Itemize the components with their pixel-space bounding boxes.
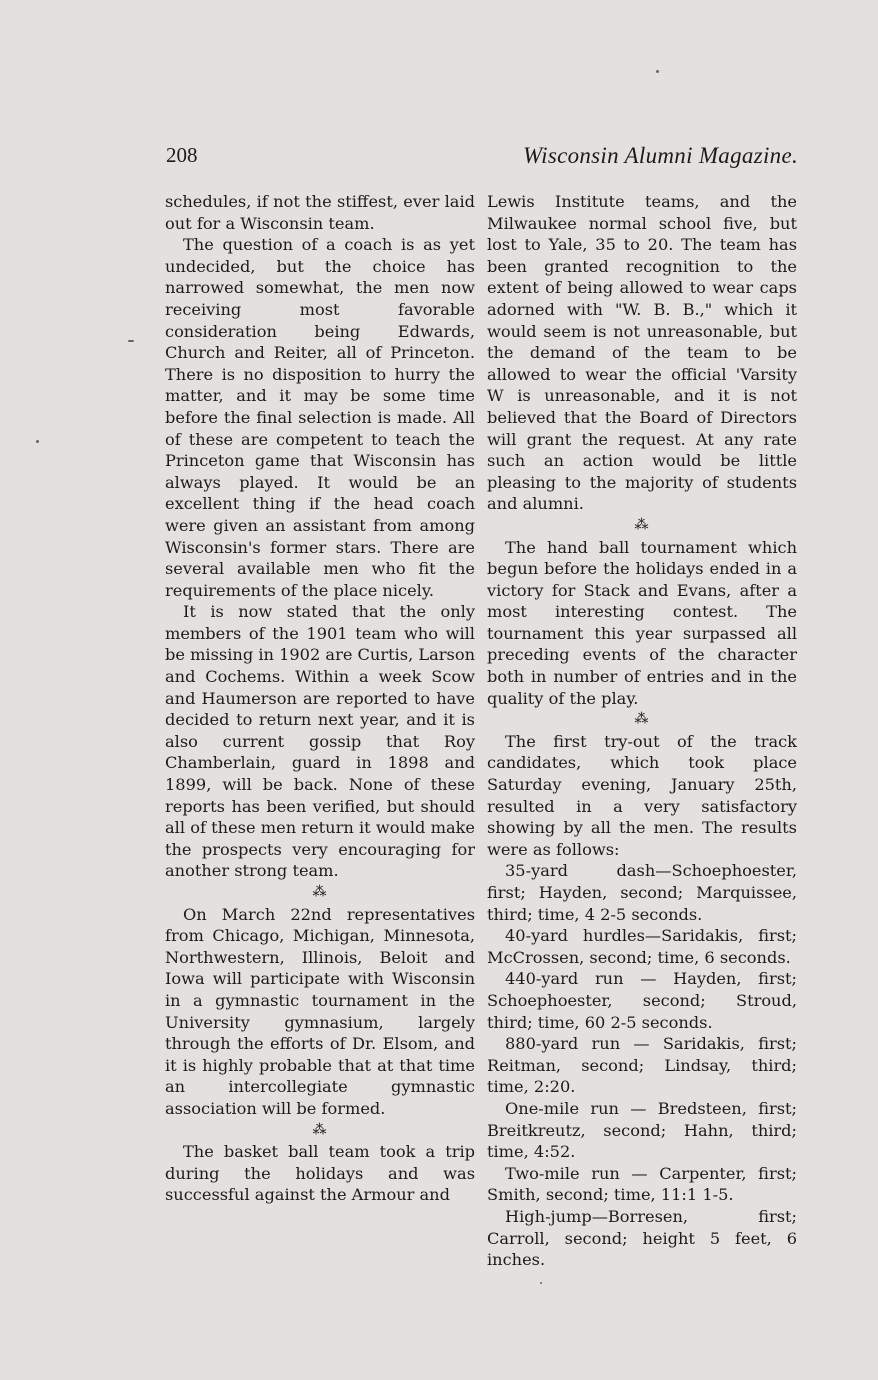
paragraph: It is now stated that the only members of the 1901 team who will be missing in 1902 are Curtis, Larson and Cochems. Within a week Scow and Haumerson are reported to have decided to return next year, and it is also current gossip that Roy Chamberlain, guard in 1898 and 1899, will be back. None of these reports has been verified, but should all of these men return it would make the prospects very encouraging for another strong team. <box>165 602 475 881</box>
paper-speck <box>36 440 39 443</box>
track-result: 40-yard hurdles—Saridakis, first; McCrossen, second; time, 6 seconds. <box>487 926 797 967</box>
paragraph: The first try-out of the track candidates, which took place Saturday evening, January 25th, resulted in a very satisfactory showing by all the men. The results were as follows: <box>487 731 797 859</box>
running-head: Wisconsin Alumni Magazine. <box>522 143 798 168</box>
track-result: 440-yard run — Hayden, first; Schoephoester, second; Stroud, third; time, 60 2-5 seconds. <box>487 969 797 1032</box>
section-separator: ⁂ <box>634 516 650 533</box>
paragraph: schedules, if not the stiffest, ever laid out for a Wisconsin team. <box>165 192 475 233</box>
right-column <box>487 191 797 1271</box>
paragraph: The question of a coach is as yet undecided, but the choice has narrowed somewhat, the men now receiving most favorable consideration being Edwards, Church and Reiter, all of Princeton. There is no disposition to hurry the matter, and it may be some time before the final selection is made. All of these are competent to teach the Princeton game that Wisconsin has always played. It would be an excellent thing if the head coach were given an assistant from among Wisconsin's former stars. There are several available men who fit the requirements of the place nicely. <box>165 235 475 600</box>
paper-speck <box>656 70 659 73</box>
track-result: High-jump—Borresen, first; Carroll, second; height 5 feet, 6 inches. <box>487 1206 797 1270</box>
page-number: 208 <box>166 143 198 167</box>
paragraph: Lewis Institute teams, and the Milwaukee normal school five, but lost to Yale, 35 to 20. The team has been granted recognition to the extent of being allowed to wear caps adorned with "W. B. B.," which it would seem is not unreasonable, but the demand of the team to be allowed to wear the official 'Varsity W is unreasonable, and it is not believed that the Board of Directors will grant the request. At any rate such an action would be little pleasing to the majority of students and alumni. <box>487 192 797 514</box>
paragraph: The hand ball tournament which begun before the holidays ended in a victory for Stack and Evans, after a most interesting contest. The tournament this year surpassed all preceding events of the character both in number of entries and in the quality of the play. <box>487 537 797 708</box>
left-column <box>165 191 475 1206</box>
section-separator: ⁂ <box>312 884 328 900</box>
track-result: One-mile run — Bredsteen, first; Breitkreutz, second; Hahn, third; time, 4:52. <box>487 1098 797 1162</box>
paper-speck <box>128 340 134 342</box>
paragraph: On March 22nd representatives from Chicago, Michigan, Minnesota, Northwestern, Illinois, Beloit and Iowa will participate with Wisconsin in a gymnastic tournament in the University gymnasium, largely through the efforts of Dr. Elsom, and it is highly probable that at that time an intercollegiate gymnastic association will be formed. <box>165 904 475 1118</box>
page-header <box>166 143 798 177</box>
track-result: Two-mile run — Carpenter, first; Smith, second; time, 11:1 1-5. <box>487 1163 797 1205</box>
track-result: 880-yard run — Saridakis, first; Reitman, second; Lindsay, third; time, 2:20. <box>487 1034 797 1097</box>
paper-speck <box>540 1282 542 1284</box>
section-separator: ⁂ <box>634 711 650 728</box>
track-result: 35-yard dash—Schoephoester, first; Hayden, second; Marquissee, third; time, 4 2-5 seconds. <box>487 861 797 924</box>
paragraph: The basket ball team took a trip during the holidays and was successful against the Armour and <box>165 1142 475 1205</box>
section-separator: ⁂ <box>312 1121 328 1138</box>
